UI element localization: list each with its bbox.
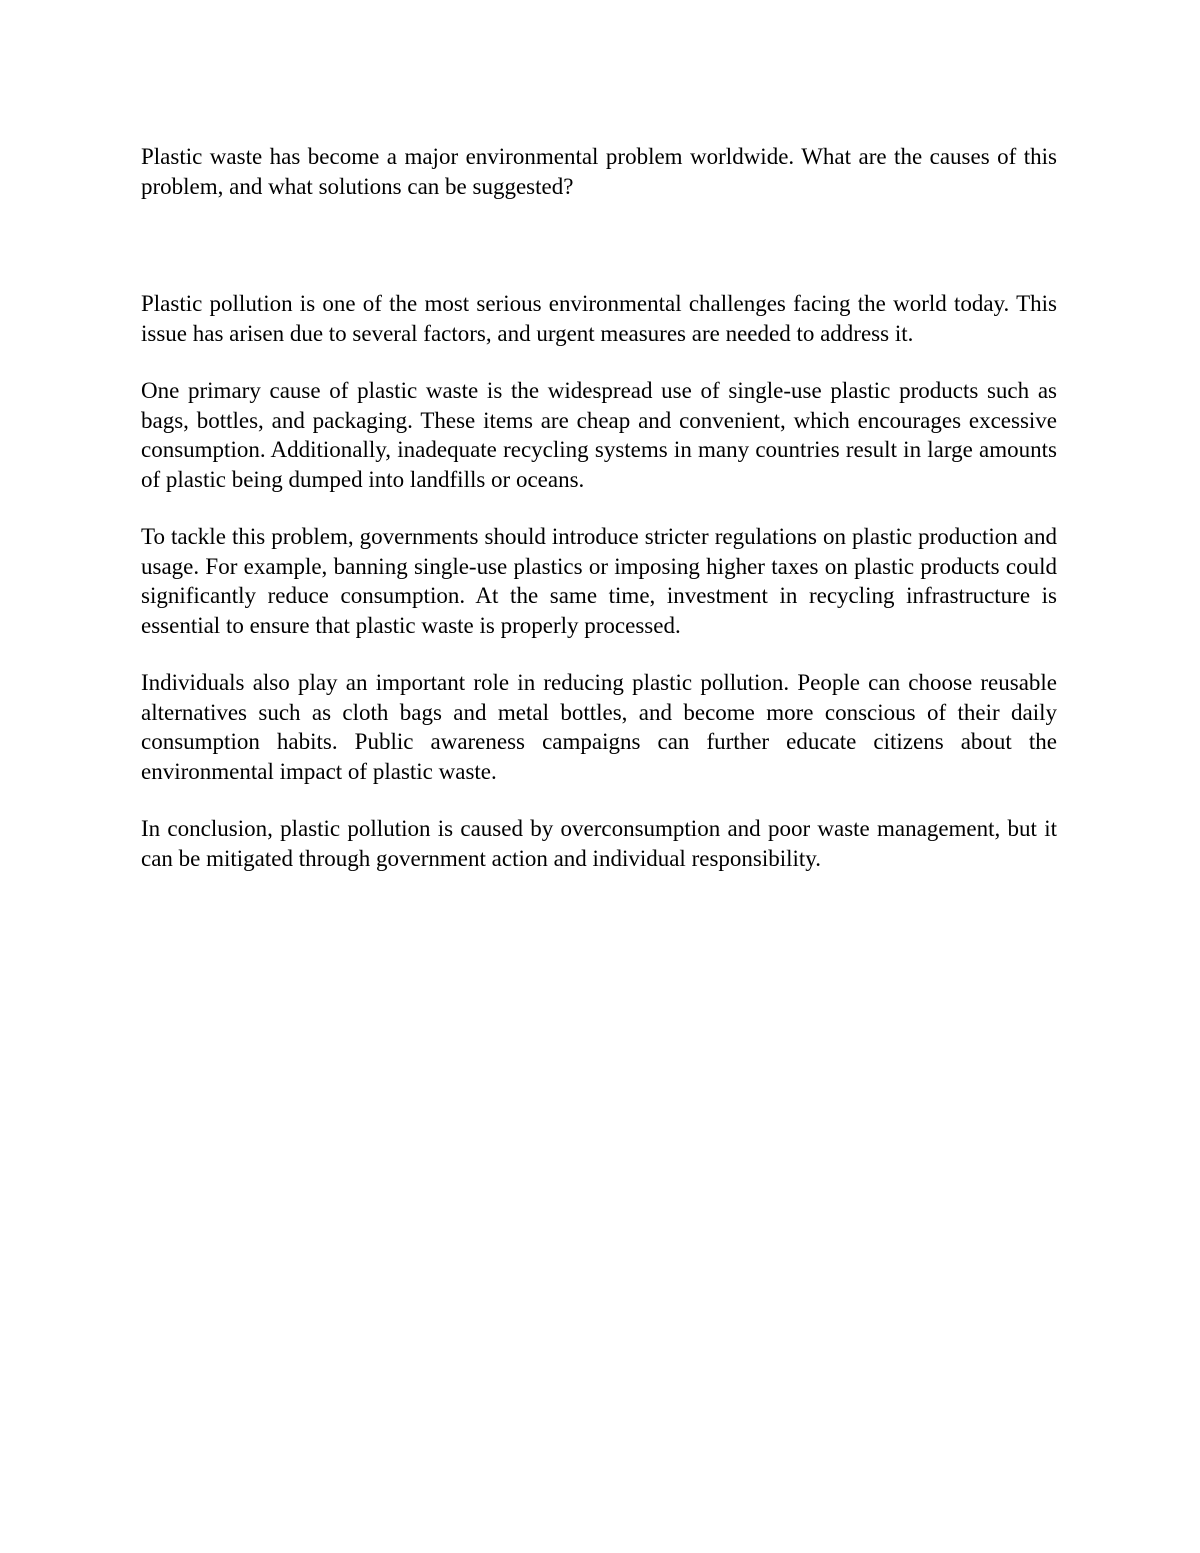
essay-prompt: Plastic waste has become a major environmental problem worldwide. What are the causes of this problem, and what solutions can be suggested? [141, 144, 1057, 199]
essay-paragraph-introduction: Plastic pollution is one of the most serious environmental challenges facing the world today. This issue has arisen due to several factors, and urgent measures are needed to address it. [141, 291, 1057, 346]
document-body [141, 142, 1057, 901]
essay-paragraph-individual-solutions: Individuals also play an important role in reducing plastic pollution. People can choose reusable alternatives such as cloth bags and metal bottles, and become more conscious of their daily consumption habits. Public awareness campaigns can further educate citizens about the environmental impact of plastic waste. [141, 670, 1057, 784]
essay-paragraph-government-solutions: To tackle this problem, governments should introduce stricter regulations on plastic production and usage. For example, banning single-use plastics or imposing higher taxes on plastic products could significantly reduce consumption. At the same time, investment in recycling infrastructure is essential to ensure that plastic waste is properly processed. [141, 524, 1057, 638]
essay-paragraph-conclusion: In conclusion, plastic pollution is caused by overconsumption and poor waste management, but it can be mitigated through government action and individual responsibility. [141, 816, 1057, 871]
essay-paragraph-causes: One primary cause of plastic waste is the widespread use of single-use plastic products such as bags, bottles, and packaging. These items are cheap and convenient, which encourages excessive consumption. Additionally, inadequate recycling systems in many countries result in large amounts of plastic being dumped into landfills or oceans. [141, 378, 1057, 492]
